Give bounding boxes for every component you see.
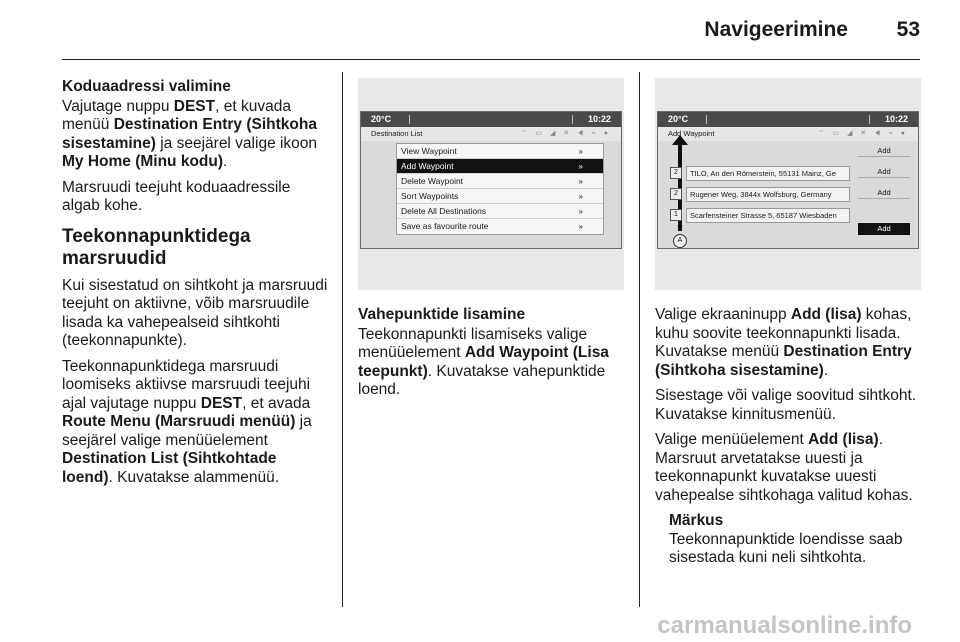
screen-title: Destination List (371, 129, 423, 138)
page-number: 53 (896, 18, 920, 41)
text-bold: Add (lisa) (808, 431, 879, 448)
menu-list (396, 143, 604, 235)
clock: 10:22 (587, 114, 611, 124)
waypoint-address: Rugener Weg, 3844x Wolfsburg, Germany (686, 187, 850, 202)
paragraph: Sisestage või valige soovitud sihtkoht. Kuvatakse kinnitusmenüü. (655, 387, 917, 423)
chevron-right-icon: » (578, 177, 583, 186)
menu-item-label: Delete All Destinations (401, 206, 487, 216)
chevron-right-icon: » (578, 192, 583, 201)
paragraph: Marsruudi teejuht koduaadressile algab kohe. (62, 178, 291, 214)
divider (869, 115, 870, 124)
text: , et avada (242, 394, 311, 412)
note-title: Märkus (669, 512, 724, 529)
figure-destination-list (358, 78, 624, 290)
text: Teekonnapunktidega marsruudi loomiseks aktiivse marsruudi teejuhi ajal vajutage nuppu (62, 357, 311, 412)
waypoint-number: 2 (670, 167, 682, 179)
text-bold: Destination List (Sihtkohtade loend) (62, 450, 277, 486)
column-1 (62, 78, 328, 494)
menu-item-label: Sort Waypoints (401, 191, 459, 201)
menu-item-view-waypoint[interactable] (397, 144, 603, 159)
page-title: Navigeerimine (704, 18, 848, 41)
status-bar (361, 112, 621, 127)
add-button-3[interactable]: Add (858, 187, 910, 199)
text: . Marsruut arvetatakse uuesti ja teekonnapunkt kuvatakse uuesti vahepealse sihtkohaga valitud kohas. (655, 431, 913, 504)
column-divider-2 (639, 72, 640, 607)
menu-item-sort-waypoints[interactable] (397, 189, 603, 204)
menu-item-label: View Waypoint (401, 146, 457, 156)
section-heading-home-address: Koduaadressi valimine (62, 78, 231, 95)
text: . Kuvatakse alammenüü. (108, 468, 280, 486)
chevron-right-icon: » (578, 207, 583, 216)
screen-body (361, 141, 621, 248)
divider (706, 115, 707, 124)
menu-item-label: Save as favourite route (401, 221, 489, 231)
column-divider-1 (342, 72, 343, 607)
temperature: 20°C (371, 114, 392, 124)
text: Valige menüüelement (655, 431, 809, 448)
chevron-right-icon: » (578, 147, 583, 156)
figure-add-waypoint (655, 78, 921, 290)
paragraph: Kui sisestatud on sihtkoht ja marsruudi teejuht on aktiivne, võib marsruudile lisada ka vahepealseid sihtkohti (teekonnapunkte). (62, 276, 328, 349)
menu-item-delete-all[interactable] (397, 204, 603, 219)
menu-item-delete-waypoint[interactable] (397, 174, 603, 189)
paragraph (62, 358, 328, 488)
text: Valige ekraaninupp (655, 306, 791, 323)
clock: 10:22 (884, 114, 908, 124)
status-icons: ⌔ ▭ ◢ ✕ ◀ ⌁ ● (817, 130, 908, 137)
temperature: 20°C (668, 114, 689, 124)
text: . (223, 153, 228, 170)
column-3 (655, 306, 925, 575)
screen-subheader (658, 127, 918, 141)
add-button-4[interactable]: Add (858, 223, 910, 235)
paragraph (358, 326, 624, 400)
divider (572, 115, 573, 124)
text-bold: Route Menu (Marsruudi menüü) (62, 413, 296, 430)
text-bold: DEST (173, 97, 216, 115)
paragraph (655, 431, 925, 505)
text: ja seejärel valige menüüelement (62, 413, 312, 449)
status-bar (658, 112, 918, 127)
start-point-icon: A (673, 234, 687, 248)
note-text: Teekonnapunktide loendisse saab sisestada kuni neli sihtkohta. (669, 530, 903, 566)
waypoint-number: 1 (670, 209, 682, 221)
status-icons: ⌔ ▭ ◢ ✕ ◀ ⌁ ● (520, 130, 611, 137)
screen-title: Add Waypoint (668, 129, 715, 138)
chevron-right-icon: » (578, 162, 583, 171)
text-bold: DEST (200, 394, 243, 412)
note-box (669, 512, 925, 568)
watermark: carmanualsonline.info (657, 612, 912, 639)
paragraph (655, 306, 925, 380)
screen-destination-list (360, 111, 622, 249)
menu-item-label: Add Waypoint (401, 161, 454, 171)
text: . Kuvatakse vahepunktide loend. (358, 362, 606, 398)
paragraph (62, 98, 328, 172)
text: kohas, kuhu soovite teekonnapunkti lisada. Kuvatakse menüü (655, 306, 912, 360)
text: , et kuvada menüü (62, 97, 291, 133)
text: ja seejärel valige ikoon (155, 134, 318, 152)
screen-add-waypoint (657, 111, 919, 249)
text-bold: Destination Entry (Sihtkoha sisestamine) (62, 116, 317, 152)
screen-body (658, 141, 918, 248)
add-button-1[interactable]: Add (858, 145, 910, 157)
menu-item-label: Delete Waypoint (401, 176, 464, 186)
section-heading-add-waypoint: Vahepunktide lisamine (358, 306, 526, 323)
waypoint-number: 2 (670, 188, 682, 200)
text: Vajutage nuppu (62, 97, 174, 115)
text-bold: Destination Entry (Sihtkoha sisestamine) (655, 343, 912, 379)
text-bold: My Home (Minu kodu) (62, 153, 224, 170)
arrow-up-icon (672, 135, 688, 145)
add-button-2[interactable]: Add (858, 166, 910, 178)
text: Teekonnapunkti lisamiseks valige menüüelement (358, 325, 588, 361)
chevron-right-icon: » (578, 222, 583, 231)
column-2 (358, 306, 624, 407)
waypoint-address: TILO, An den Römerstein, 55131 Mainz, Ge (686, 166, 850, 181)
text-bold: Add (lisa) (790, 306, 862, 323)
text-bold: Add Waypoint (Lisa teepunkt) (358, 344, 609, 380)
screen-subheader (361, 127, 621, 141)
divider (409, 115, 410, 124)
menu-item-add-waypoint[interactable] (397, 159, 603, 174)
section-heading-waypoints: Teekonnapunktidega marsruudid (62, 225, 251, 269)
waypoint-address: Scarfensteiner Strasse 5, 65187 Wiesbaden (686, 208, 850, 223)
menu-item-save-route[interactable] (397, 219, 603, 234)
text: . (823, 361, 829, 379)
page-header (62, 0, 920, 60)
